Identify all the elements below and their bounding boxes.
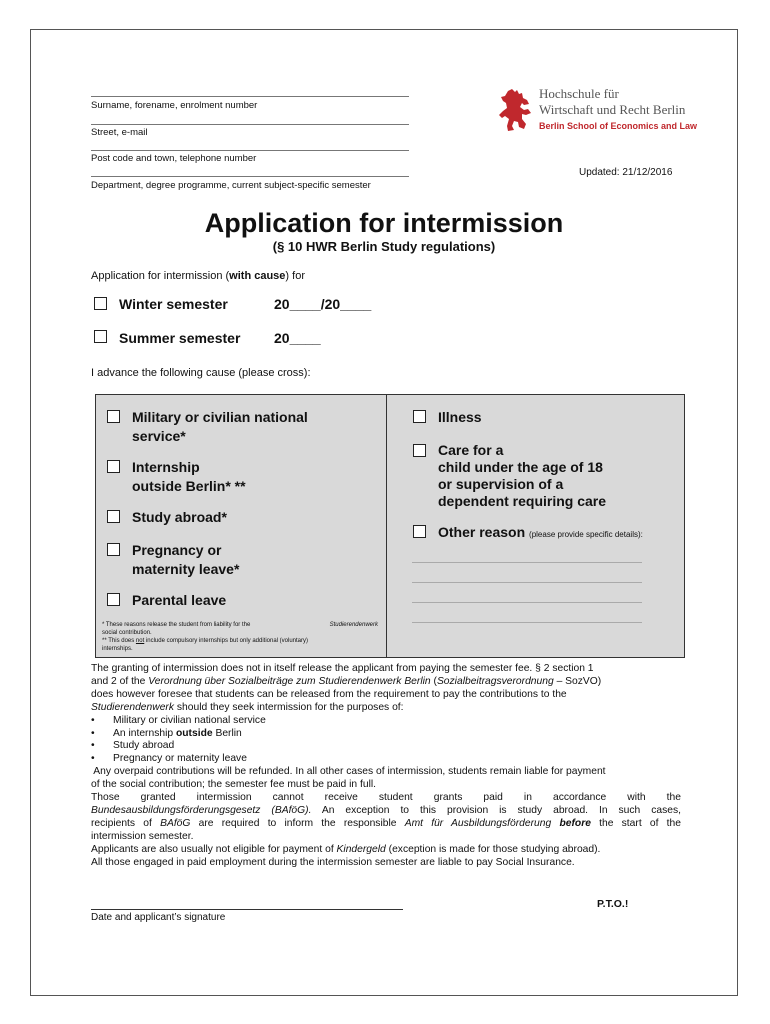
winter-semester-checkbox[interactable] xyxy=(94,297,107,310)
intro-suffix: ) for xyxy=(285,270,305,282)
care-line-2: child under the age of 18 xyxy=(438,459,603,475)
parental-leave-label: Parental leave xyxy=(132,592,227,608)
surname-field-label: Surname, forename, enrolment number xyxy=(91,100,258,111)
footnote-2-cont: internships. xyxy=(102,646,133,652)
p3-c4: Amt für Ausbildungsförderung xyxy=(404,817,552,829)
bullet2-a: An internship xyxy=(113,727,176,739)
p3-b1: Bundesausbildungsförderungsgesetz (BAföG). xyxy=(91,804,312,816)
list-item: • Study abroad xyxy=(113,740,681,753)
p3-line-2 xyxy=(91,805,681,818)
pregnancy-reason-label xyxy=(132,541,239,579)
illness-checkbox[interactable] xyxy=(413,410,426,423)
p1-d2: should they seek intermission for the purposes of: xyxy=(174,701,404,713)
internship-line-1: Internship xyxy=(132,459,200,475)
footnote-1 xyxy=(102,621,378,629)
p3-c2: BAföG xyxy=(160,817,191,829)
parental-leave-checkbox[interactable] xyxy=(107,593,120,606)
bullet2-c: Berlin xyxy=(212,727,242,739)
p4-a2: Kindergeld xyxy=(336,843,386,855)
study-abroad-checkbox[interactable] xyxy=(107,510,120,523)
p2-line-1: Any overpaid contributions will be refunded. In all other cases of intermission, students remain liable for payment xyxy=(91,766,606,778)
purposes-list xyxy=(91,715,681,767)
military-line-1: Military or civilian national xyxy=(132,409,308,425)
footnote-1-text: * These reasons release the student from liability for the xyxy=(102,622,251,628)
other-reason-hint: (please provide specific details): xyxy=(529,530,643,539)
p1-line-3: does however foresee that students can be released from the requirement to pay the contributions to the xyxy=(91,688,567,700)
other-details-line-1[interactable] xyxy=(412,562,642,563)
military-checkbox[interactable] xyxy=(107,410,120,423)
internship-reason-label xyxy=(132,458,246,496)
pregnancy-line-2: maternity leave* xyxy=(132,561,240,577)
winter-semester-label: Winter semester xyxy=(119,296,228,312)
p3-c6: before xyxy=(559,817,591,829)
p3-line-4: intermission semester. xyxy=(91,830,194,842)
body-text xyxy=(91,663,681,870)
other-reason-checkbox[interactable] xyxy=(413,525,426,538)
department-line[interactable] xyxy=(91,176,409,177)
p3-c7: the start of the xyxy=(590,817,682,829)
p1-b5: – SozVO) xyxy=(553,675,602,687)
intro-bold: with cause xyxy=(229,270,286,282)
page-subtitle: (§ 10 HWR Berlin Study regulations) xyxy=(272,239,496,254)
signature-label: Date and applicant’s signature xyxy=(91,912,226,923)
list-item xyxy=(113,728,681,741)
p4-a1: Applicants are also usually not eligible for payment of xyxy=(91,843,337,855)
footnote-2-a: ** This does xyxy=(102,638,136,644)
winter-semester-year-field[interactable]: 20____/20____ xyxy=(274,296,372,312)
street-field-label: Street, e-mail xyxy=(91,127,148,138)
p1-line-4 xyxy=(91,702,681,715)
intro-prefix: Application for intermission ( xyxy=(91,270,230,282)
military-line-2: service* xyxy=(132,428,186,444)
postcode-line[interactable] xyxy=(91,150,409,151)
surname-line[interactable] xyxy=(91,96,409,97)
bullet2-b: outside xyxy=(175,727,213,739)
study-abroad-label: Study abroad* xyxy=(132,509,227,525)
intro-text xyxy=(91,270,305,282)
p3-line-3 xyxy=(91,818,681,831)
bear-logo-icon xyxy=(498,88,532,132)
p1-b4: Sozialbeitragsverordnung xyxy=(436,675,554,687)
other-details-line-3[interactable] xyxy=(412,602,642,603)
footnote-2 xyxy=(102,637,378,645)
internship-checkbox[interactable] xyxy=(107,460,120,473)
street-line[interactable] xyxy=(91,124,409,125)
footnotes xyxy=(102,621,378,653)
care-line-3: or supervision of a xyxy=(438,476,564,492)
pregnancy-line-1: Pregnancy or xyxy=(132,542,222,558)
military-reason-label xyxy=(132,408,308,446)
p1-line-2 xyxy=(91,676,681,689)
p1-b3: ( xyxy=(430,675,437,687)
pto-label: P.T.O.! xyxy=(597,898,629,910)
summer-semester-checkbox[interactable] xyxy=(94,330,107,343)
reasons-box xyxy=(95,394,685,658)
care-reason-label xyxy=(438,442,606,510)
summer-semester-label: Summer semester xyxy=(119,330,241,346)
cause-prompt: I advance the following cause (please cross): xyxy=(91,367,311,379)
p3-line-1: Those granted intermission cannot receive student grants paid in accordance with the xyxy=(91,792,681,804)
signature-line[interactable] xyxy=(91,909,403,910)
footnote-1-cont: social contribution. xyxy=(102,630,152,636)
internship-line-2: outside Berlin* ** xyxy=(132,478,246,494)
pregnancy-checkbox[interactable] xyxy=(107,543,120,556)
logo-line-2: Wirtschaft und Recht Berlin xyxy=(539,102,686,117)
footnote-2-c: include compulsory internships but only additional (voluntary) xyxy=(144,638,309,644)
other-details-line-2[interactable] xyxy=(412,582,642,583)
other-reason-label xyxy=(438,523,643,544)
care-checkbox[interactable] xyxy=(413,444,426,457)
footnote-1-italic: Studierendenwerk xyxy=(329,622,378,628)
p1-b1: and 2 of the xyxy=(91,675,149,687)
p2-line-2: of the social contribution; the semester fee must be paid in full. xyxy=(91,779,377,791)
p3-b2: An exception to this provision is study abroad. In such cases, xyxy=(311,804,682,816)
postcode-field-label: Post code and town, telephone number xyxy=(91,153,257,164)
other-details-line-4[interactable] xyxy=(412,622,642,623)
p3-c3: are required to inform the responsible xyxy=(190,817,405,829)
illness-label: Illness xyxy=(438,409,482,425)
updated-date: Updated: 21/12/2016 xyxy=(579,167,673,178)
p1-d1: Studierendenwerk xyxy=(91,701,174,713)
p4-line-1 xyxy=(91,844,681,857)
p1-b2: Verordnung über Sozialbeiträge zum Studierendenwerk Berlin xyxy=(148,675,431,687)
page-title: Application for intermission xyxy=(204,208,564,238)
logo-line-1: Hochschule für xyxy=(539,86,619,101)
department-field-label: Department, degree programme, current subject-specific semester xyxy=(91,180,371,191)
form-page xyxy=(30,29,738,996)
list-item: • Pregnancy or maternity leave xyxy=(113,753,681,766)
care-line-1: Care for a xyxy=(438,442,504,458)
care-line-4: dependent requiring care xyxy=(438,493,607,509)
footnote-2-underline: not xyxy=(135,638,145,644)
summer-semester-year-field[interactable]: 20____ xyxy=(274,330,321,346)
logo-line-3: Berlin School of Economics and Law xyxy=(539,121,698,131)
other-reason-text: Other reason xyxy=(438,524,526,540)
reasons-divider xyxy=(386,395,387,657)
p4-a3: (exception is made for those studying abroad). xyxy=(385,843,601,855)
p1-line-1: The granting of intermission does not in itself release the applicant from paying the semester fee. § 2 section 1 xyxy=(91,663,594,674)
p3-c1: recipients of xyxy=(91,817,161,829)
p4-line-2: All those engaged in paid employment during the intermission semester are liable to pay Social Insurance. xyxy=(91,856,575,868)
list-item: • Military or civilian national service xyxy=(113,715,681,728)
